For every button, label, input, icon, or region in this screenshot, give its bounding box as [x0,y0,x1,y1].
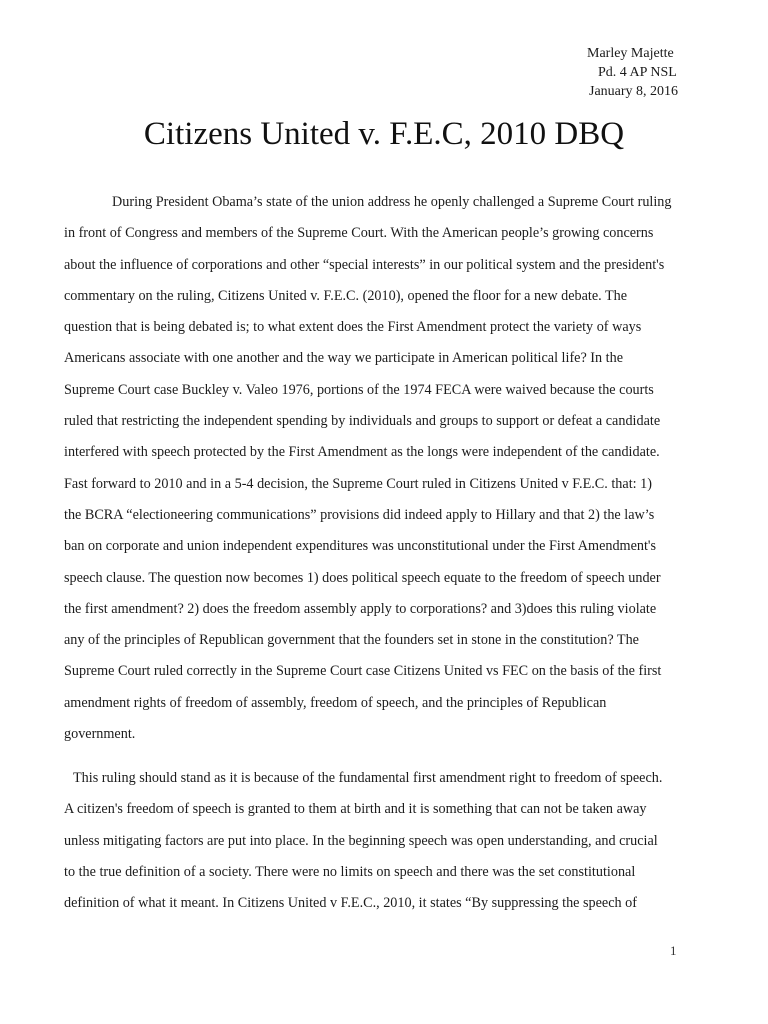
text-line: Supreme Court case Buckley v. Valeo 1976, portions of the 1974 FECA were waived because the courts [64,381,654,398]
text-line: ban on corporate and union independent expenditures was unconstitutional under the First Amendment's [64,538,656,555]
text-line: speech clause. The question now becomes 1) does political speech equate to the freedom of speech under [64,569,661,586]
text-line: Fast forward to 2010 and in a 5-4 decision, the Supreme Court ruled in Citizens United v F.E.C. that: 1) [64,475,652,492]
text-line: ruled that restricting the independent spending by individuals and groups to support or defeat a candidate [64,413,661,430]
text-line: amendment rights of freedom of assembly, freedom of speech, and the principles of Republican [64,694,607,711]
paragraph-2 [64,763,706,919]
text-line: any of the principles of Republican government that the founders set in stone in the constitution? The [64,632,639,649]
author-name: Marley Majette [587,46,674,61]
text-line: in front of Congress and members of the Supreme Court. With the American people’s growing concerns [64,225,654,242]
text-line: This ruling should stand as it is because of the fundamental first amendment right to freedom of speech. [73,770,663,786]
text-line: A citizen's freedom of speech is granted to them at birth and it is something that can not be taken away [64,801,647,818]
text-line: the first amendment? 2) does the freedom assembly apply to corporations? and 3)does this ruling violate [64,600,657,617]
document-title: Citizens United v. F.E.C, 2010 DBQ [143,116,625,152]
text-line: Supreme Court ruled correctly in the Supreme Court case Citizens United vs FEC on the basis of the first [64,663,662,680]
text-line: about the influence of corporations and other “special interests” in our political system and the president's [64,256,665,273]
text-line: unless mitigating factors are put into place. In the beginning speech was open understanding, and crucial [64,832,658,849]
page-number: 1 [670,943,677,958]
text-line: commentary on the ruling, Citizens United v. F.E.C. (2010), opened the floor for a new debate. The [64,287,628,304]
paragraph-1 [64,187,706,750]
text-line: the BCRA “electioneering communications” provisions did indeed apply to Hillary and that 2) the law’s [64,506,655,523]
text-line: Americans associate with one another and the way we participate in American political life? In the [64,350,624,367]
text-line: to the true definition of a society. There were no limits on speech and there was the set constitutional [64,863,636,880]
text-line: question that is being debated is; to what extent does the First Amendment protect the variety of ways [64,319,642,336]
author-header [560,44,710,101]
text-line: interfered with speech protected by the First Amendment as the longs were independent of the candidate. [64,444,660,461]
text-line: During President Obama’s state of the union address he openly challenged a Supreme Court ruling [112,194,672,210]
text-line: definition of what it meant. In Citizens United v F.E.C., 2010, it states “By suppressing the speech of [64,895,637,912]
document-date: January 8, 2016 [589,84,679,99]
class-period: Pd. 4 AP NSL [598,65,677,80]
text-line: government. [64,726,136,743]
